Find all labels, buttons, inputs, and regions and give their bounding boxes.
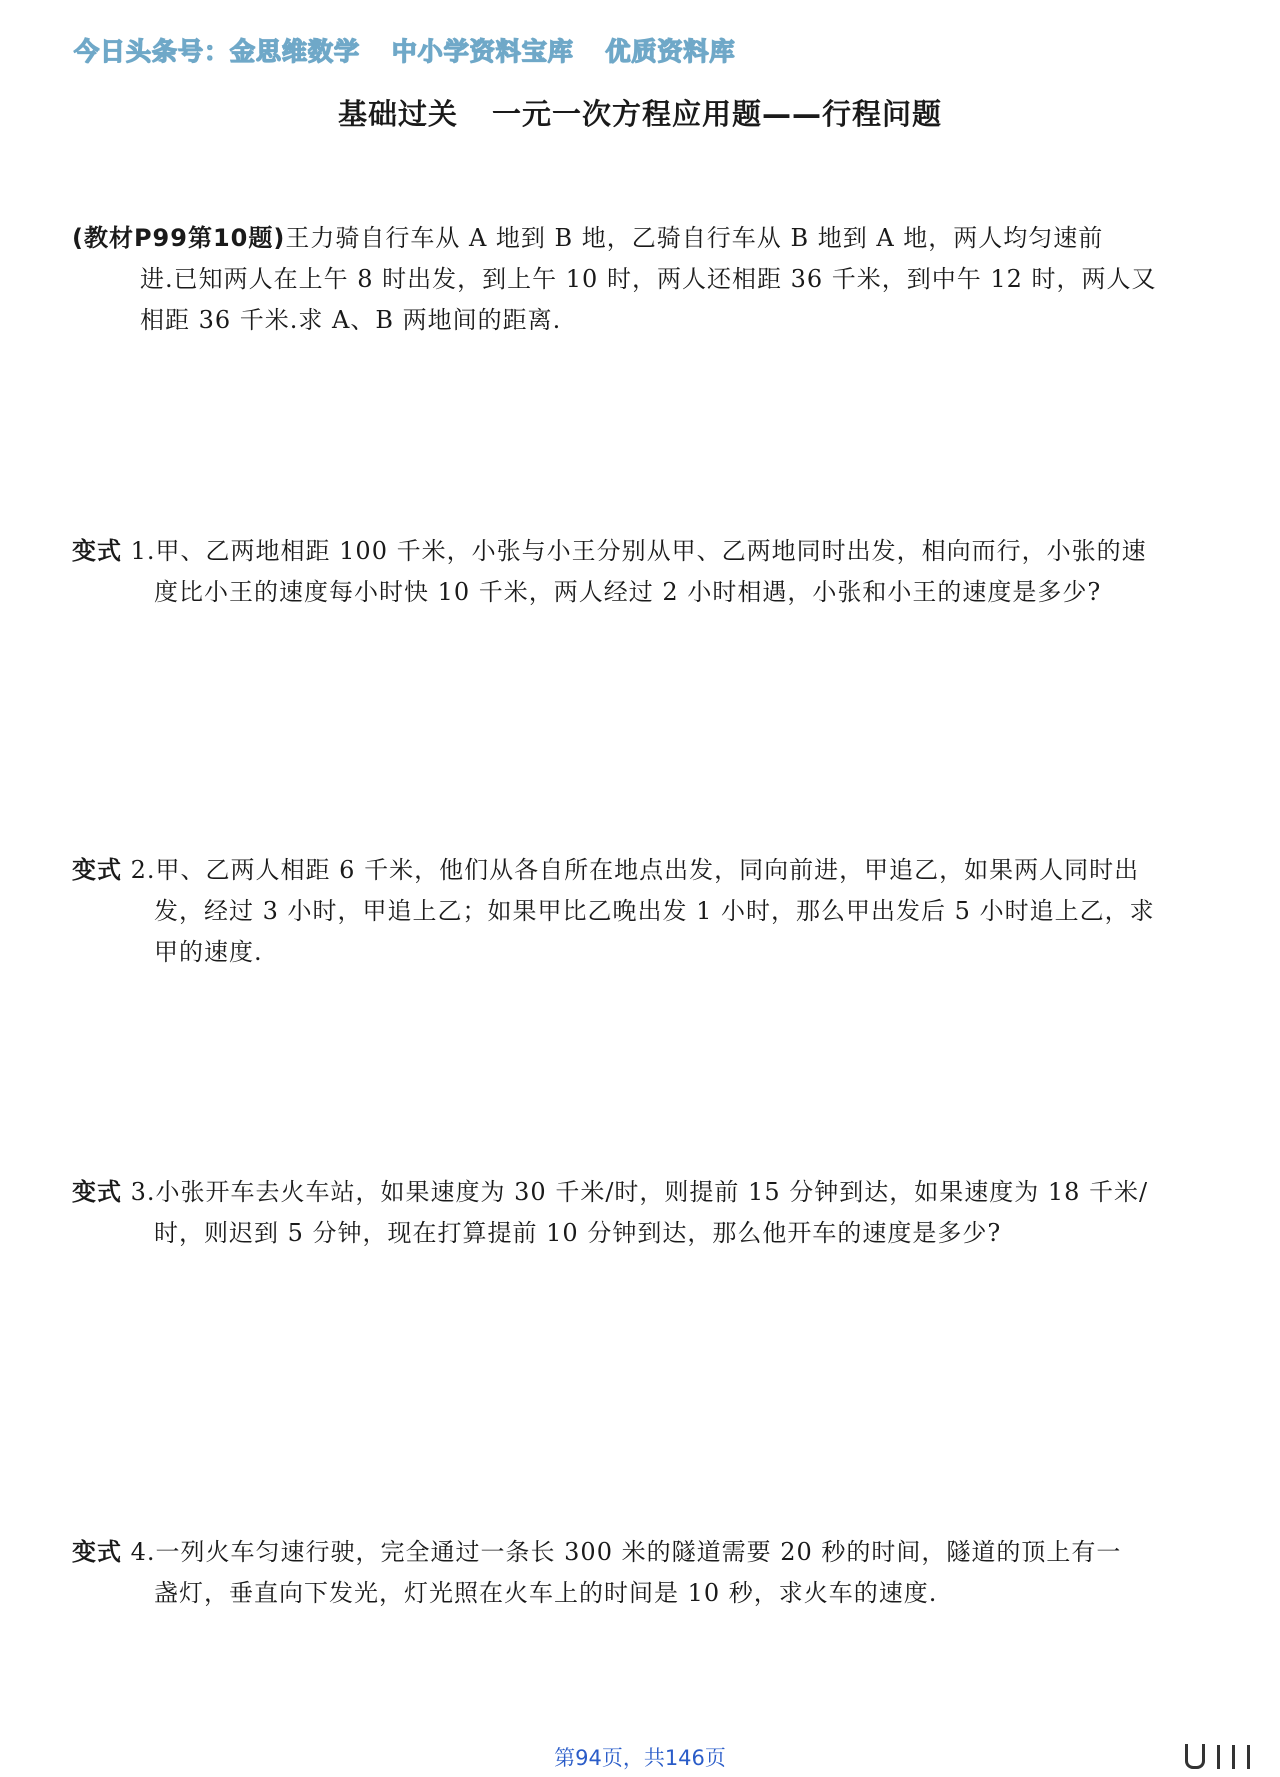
problem-tag: (教材P99第10题) (72, 224, 286, 252)
problem-line: 王力骑自行车从 A 地到 B 地，乙骑自行车从 B 地到 A 地，两人均匀速前 (285, 224, 1104, 252)
scan-mark (1232, 1745, 1235, 1769)
title-topic: 一元一次方程应用题——行程问题 (492, 97, 943, 131)
problem-line: 发，经过 3 小时，甲追上乙；如果甲比乙晚出发 1 小时，那么甲出发后 5 小时追上乙，求 (154, 897, 1155, 925)
problem-variant-2 (72, 850, 1196, 973)
problem-variant-3 (72, 1172, 1196, 1254)
problem-tag: 变式 (72, 1538, 122, 1566)
scan-mark (1185, 1744, 1205, 1769)
problem-line: 时，则迟到 5 分钟，现在打算提前 10 分钟到达，那么他开车的速度是多少? (154, 1219, 1002, 1247)
problem-line: 1.甲、乙两地相距 100 千米，小张与小王分别从甲、乙两地同时出发，相向而行，小张的速 (130, 537, 1147, 565)
problem-tag: 变式 (72, 1178, 122, 1206)
problem-textbook (72, 218, 1196, 341)
problem-line: 甲的速度. (154, 938, 263, 966)
problem-variant-1 (72, 531, 1196, 613)
problem-line: 度比小王的速度每小时快 10 千米，两人经过 2 小时相遇，小张和小王的速度是多少? (154, 578, 1102, 606)
page-number: 第94页，共146页 (554, 1746, 726, 1770)
scan-mark (1217, 1745, 1220, 1769)
problem-line: 相距 36 千米.求 A、B 两地间的距离. (140, 306, 562, 334)
page-title (0, 92, 1280, 133)
watermark-part: 今日头条号：金思维数学 (74, 37, 361, 66)
title-section: 基础过关 (337, 97, 458, 131)
watermark (74, 32, 757, 68)
problem-tag: 变式 (72, 537, 122, 565)
problem-line: 2.甲、乙两人相距 6 千米，他们从各自所在地点出发，同向前进，甲追乙，如果两人同时出 (130, 856, 1140, 884)
problem-tag: 变式 (72, 856, 122, 884)
watermark-part: 优质资料库 (605, 37, 736, 66)
problem-line: 盏灯，垂直向下发光，灯光照在火车上的时间是 10 秒，求火车的速度. (154, 1579, 938, 1607)
problem-line: 进.已知两人在上午 8 时出发，到上午 10 时，两人还相距 36 千米，到中午 12 时，两人又 (140, 265, 1157, 293)
scan-mark (1247, 1745, 1250, 1769)
problem-variant-4 (72, 1532, 1196, 1614)
scan-edge-marks (1185, 1743, 1250, 1769)
problem-line: 4.一列火车匀速行驶，完全通过一条长 300 米的隧道需要 20 秒的时间，隧道的顶上有一 (130, 1538, 1122, 1566)
watermark-part: 中小学资料宝库 (391, 37, 574, 66)
problem-line: 3.小张开车去火车站，如果速度为 30 千米/时，则提前 15 分钟到达，如果速度为 18 千米/ (130, 1178, 1149, 1206)
